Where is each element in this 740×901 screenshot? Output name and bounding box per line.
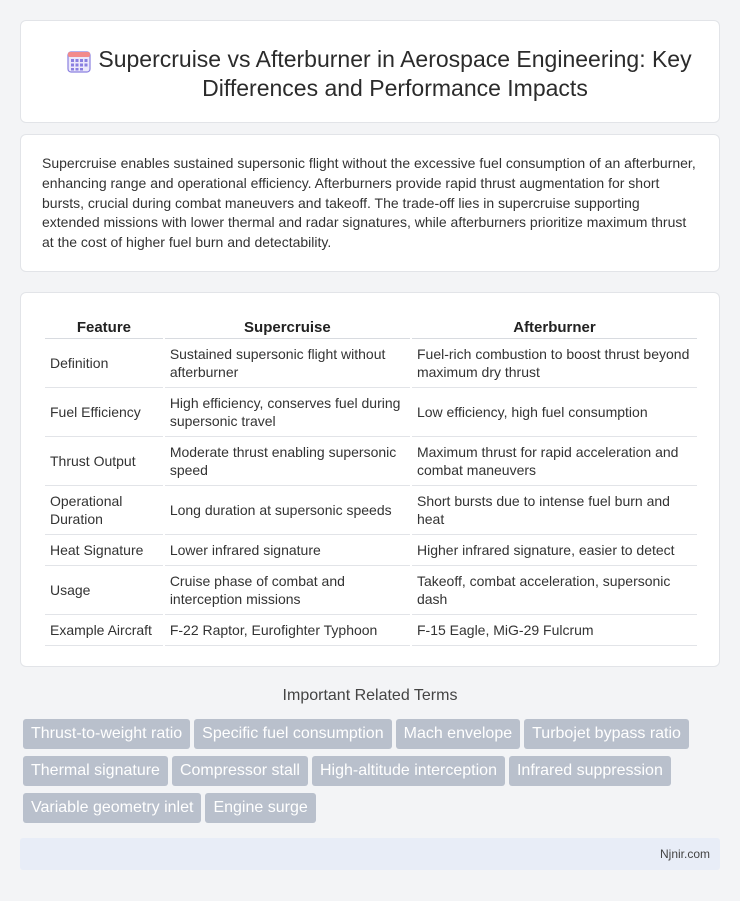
- related-terms-list: [23, 719, 713, 830]
- feature-cell: Usage: [45, 566, 163, 615]
- feature-cell: Heat Signature: [45, 535, 163, 566]
- related-term-tag[interactable]: Turbojet bypass ratio: [524, 719, 689, 749]
- related-term-tag[interactable]: Thrust-to-weight ratio: [23, 719, 190, 749]
- afterburner-cell: Fuel-rich combustion to boost thrust beyond maximum dry thrust: [412, 339, 697, 388]
- footer-bar: [20, 838, 720, 870]
- table-row: [45, 486, 697, 535]
- afterburner-cell: Short bursts due to intense fuel burn and heat: [412, 486, 697, 535]
- summary-card: [20, 134, 720, 272]
- afterburner-cell: Higher infrared signature, easier to detect: [412, 535, 697, 566]
- supercruise-cell: F-22 Raptor, Eurofighter Typhoon: [165, 615, 410, 646]
- table-row: [45, 566, 697, 615]
- afterburner-cell: F-15 Eagle, MiG-29 Fulcrum: [412, 615, 697, 646]
- page-title: Supercruise vs Afterburner in Aerospace Engineering: Key Differences and Performance Impacts: [98, 46, 692, 101]
- feature-cell: Operational Duration: [45, 486, 163, 535]
- related-term-tag[interactable]: Specific fuel consumption: [194, 719, 391, 749]
- feature-cell: Thrust Output: [45, 437, 163, 486]
- comparison-table-card: [20, 292, 720, 667]
- feature-cell: Definition: [45, 339, 163, 388]
- header-feature: Feature: [45, 313, 163, 339]
- title-card: [20, 20, 720, 123]
- afterburner-cell: Takeoff, combat acceleration, supersonic dash: [412, 566, 697, 615]
- header-afterburner: Afterburner: [412, 313, 697, 339]
- supercruise-cell: Cruise phase of combat and interception missions: [165, 566, 410, 615]
- related-term-tag[interactable]: Variable geometry inlet: [23, 793, 201, 823]
- related-term-tag[interactable]: Thermal signature: [23, 756, 168, 786]
- related-terms-heading: Important Related Terms: [282, 687, 458, 704]
- afterburner-cell: Low efficiency, high fuel consumption: [412, 388, 697, 437]
- comparison-table: [43, 313, 699, 646]
- title-row: [21, 45, 719, 103]
- supercruise-cell: High efficiency, conserves fuel during supersonic travel: [165, 388, 410, 437]
- calendar-grid-icon: [67, 51, 91, 73]
- table-row: [45, 388, 697, 437]
- table-header-row: [45, 313, 697, 339]
- table-row: [45, 535, 697, 566]
- related-term-tag[interactable]: Infrared suppression: [509, 756, 671, 786]
- summary-paragraph: Supercruise enables sustained supersonic flight without the excessive fuel consumption of an afterburner, enhancing range and operational efficiency. Afterburners provide rapid thrust augmentation for short bursts, crucial during combat maneuvers and takeoff. The trade-off lies in supercruise supporting extended missions with lower thermal and radar signatures, while afterburners prioritize maximum thrust at the cost of higher fuel burn and detectability.: [42, 155, 696, 251]
- related-term-tag[interactable]: Engine surge: [205, 793, 315, 823]
- related-term-tag[interactable]: Mach envelope: [396, 719, 521, 749]
- supercruise-cell: Sustained supersonic flight without afterburner: [165, 339, 410, 388]
- table-row: [45, 339, 697, 388]
- afterburner-cell: Maximum thrust for rapid acceleration and combat maneuvers: [412, 437, 697, 486]
- related-term-tag[interactable]: High-altitude interception: [312, 756, 505, 786]
- supercruise-cell: Moderate thrust enabling supersonic speed: [165, 437, 410, 486]
- supercruise-cell: Lower infrared signature: [165, 535, 410, 566]
- feature-cell: Fuel Efficiency: [45, 388, 163, 437]
- footer-site-name: Njnir.com: [659, 847, 710, 861]
- table-row: [45, 615, 697, 646]
- feature-cell: Example Aircraft: [45, 615, 163, 646]
- related-term-tag[interactable]: Compressor stall: [172, 756, 308, 786]
- table-row: [45, 437, 697, 486]
- supercruise-cell: Long duration at supersonic speeds: [165, 486, 410, 535]
- header-supercruise: Supercruise: [165, 313, 410, 339]
